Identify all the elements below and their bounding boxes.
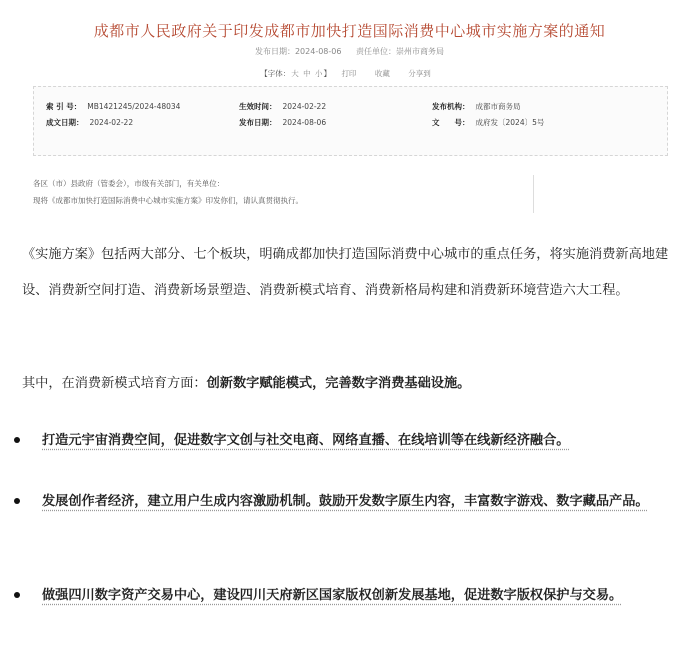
- document-number: 文 号： 成府发〔2024〕5号: [432, 118, 545, 127]
- bullet-text: 发展创作者经济，建立用户生成内容激励机制。鼓励开发数字原生内容，丰富数字游戏、数字藏品产品。: [42, 494, 649, 509]
- publish-date-info: 发布日期： 2024-08-06: [239, 118, 327, 127]
- share-button[interactable]: 分享到: [408, 69, 431, 78]
- paragraph-emphasis: 创新数字赋能模式，完善数字消费基础设施。: [206, 376, 471, 391]
- addressee-notice-line: 现将《成都市加快打造国际消费中心城市实施方案》印发你们，请认真贯彻执行。: [33, 196, 303, 205]
- addressee-line: 各区（市）县政府（管委会），市级有关部门，有关单位：: [33, 179, 225, 188]
- body-paragraph: 《实施方案》包括两大部分、七个板块，明确成都加快打造国际消费中心城市的重点任务，将实施消费新高地建设、消费新空间打造、消费新场景塑造、消费新模式培育、消费新格局构建和消费新环境营造六大工程。: [22, 247, 669, 298]
- font-size-small-button[interactable]: 小: [315, 69, 323, 78]
- bullet-dot-icon: [14, 498, 20, 504]
- index-number: 索 引 号： MB1421245/2024-48034: [46, 102, 181, 111]
- font-size-close: 】: [323, 69, 332, 78]
- font-size-large-button[interactable]: 大: [291, 69, 299, 78]
- font-size-medium-button[interactable]: 中: [303, 69, 311, 78]
- page-title: 成都市人民政府关于印发成都市加快打造国际消费中心城市实施方案的通知: [93, 22, 606, 40]
- bullet-text: 打造元宇宙消费空间，促进数字文创与社交电商、网络直播、在线培训等在线新经济融合。: [42, 433, 570, 448]
- creation-date: 成文日期： 2024-02-22: [46, 118, 134, 127]
- favorite-button[interactable]: 收藏: [374, 69, 390, 78]
- toolbar: [0, 68, 699, 79]
- bullet-item: [14, 423, 689, 459]
- print-button[interactable]: 打印: [341, 69, 357, 78]
- bullet-dot-icon: [14, 592, 20, 598]
- publish-meta: [0, 46, 699, 57]
- body-paragraph-2: [22, 366, 686, 402]
- bullet-item: [14, 578, 689, 614]
- effective-time: 生效时间： 2024-02-22: [239, 102, 327, 111]
- bullet-item: [14, 484, 689, 520]
- issuing-agency: 发布机构： 成都市商务局: [432, 102, 521, 111]
- paragraph-prefix: 其中，在消费新模式培育方面：: [22, 376, 207, 391]
- publish-date: 发布日期：2024-08-06: [254, 47, 342, 56]
- font-size-label: 【字体：: [260, 69, 291, 78]
- bullet-dot-icon: [14, 437, 20, 443]
- bullet-text: 做强四川数字资产交易中心，建设四川天府新区国家版权创新发展基地，促进数字版权保护与交易。: [42, 588, 623, 603]
- document-info-box: [33, 86, 668, 156]
- addressee-block: [33, 175, 534, 213]
- responsible-unit: 责任单位：崇州市商务局: [356, 47, 445, 56]
